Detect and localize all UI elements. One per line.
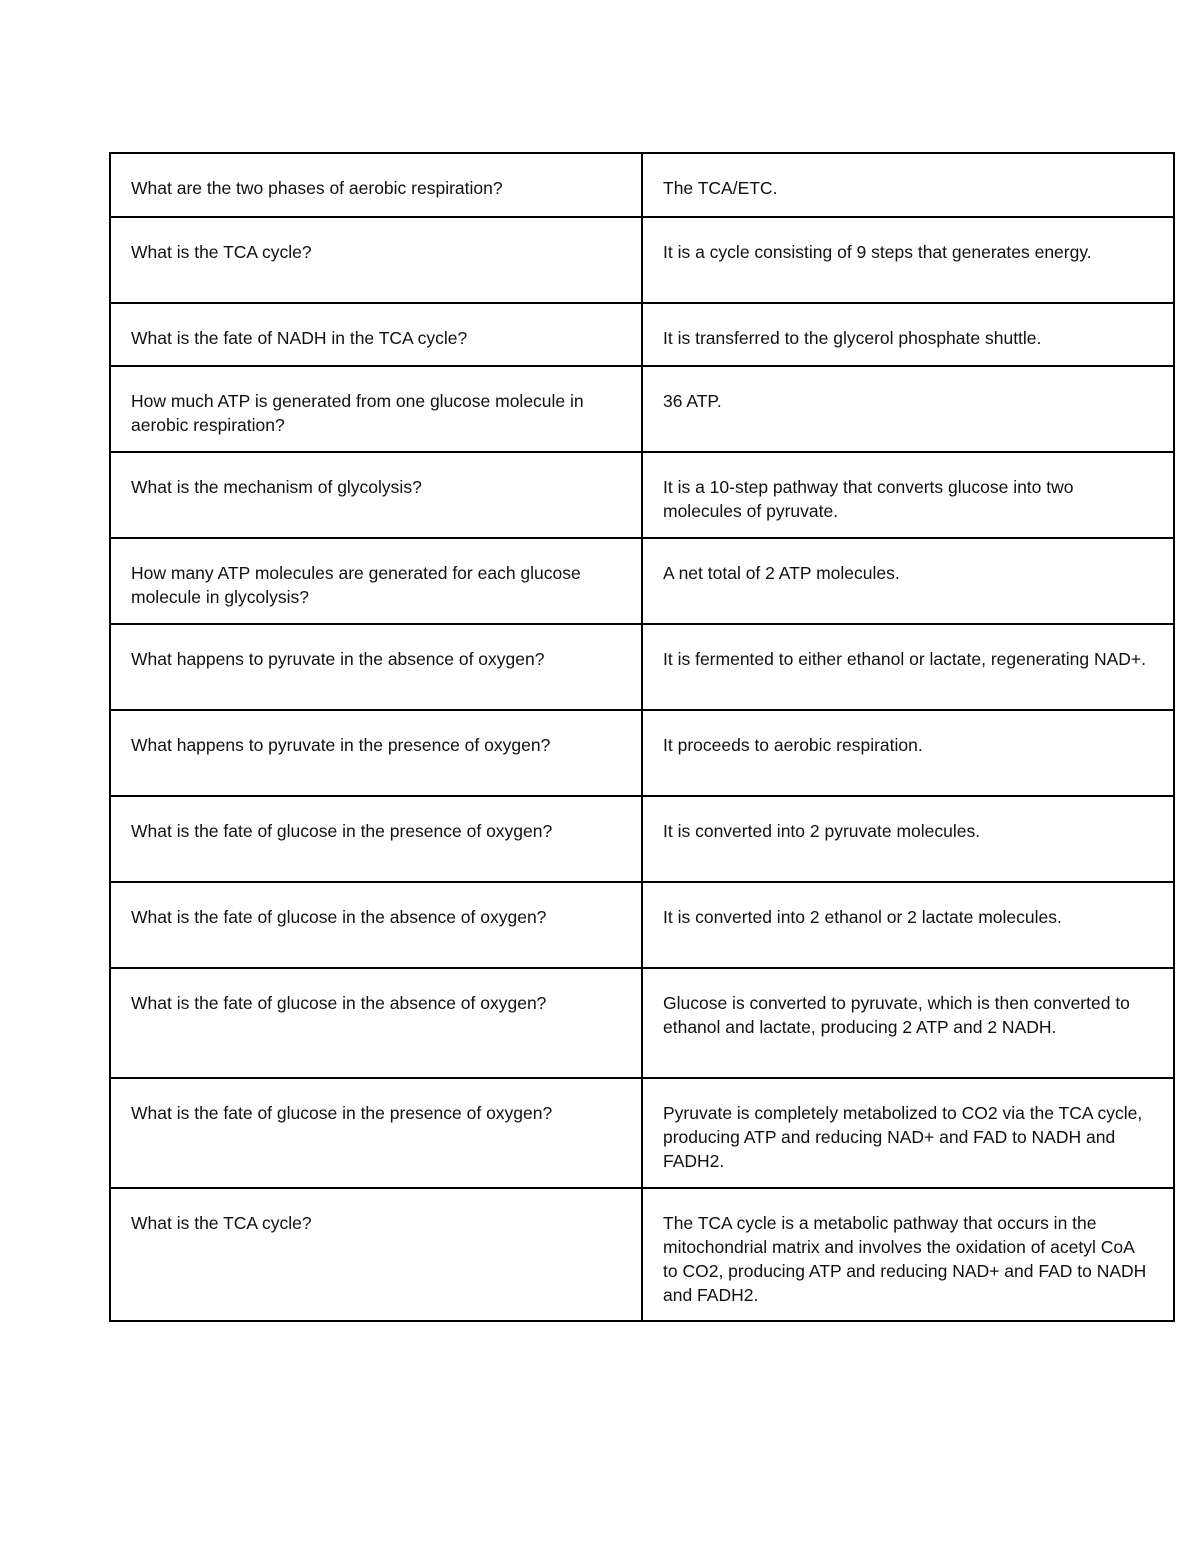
answer-cell: It proceeds to aerobic respiration. <box>642 710 1174 796</box>
question-cell: What is the mechanism of glycolysis? <box>110 452 642 538</box>
question-cell: What is the fate of glucose in the absence of oxygen? <box>110 968 642 1078</box>
table-row <box>110 303 1174 366</box>
answer-cell: The TCA/ETC. <box>642 153 1174 217</box>
answer-cell: It is transferred to the glycerol phosphate shuttle. <box>642 303 1174 366</box>
question-cell: How many ATP molecules are generated for each glucose molecule in glycolysis? <box>110 538 642 624</box>
answer-cell: 36 ATP. <box>642 366 1174 452</box>
answer-cell: A net total of 2 ATP molecules. <box>642 538 1174 624</box>
table-row <box>110 710 1174 796</box>
question-cell: What is the TCA cycle? <box>110 217 642 303</box>
question-cell: What happens to pyruvate in the absence of oxygen? <box>110 624 642 710</box>
answer-cell: Glucose is converted to pyruvate, which is then converted to ethanol and lactate, producing 2 ATP and 2 NADH. <box>642 968 1174 1078</box>
table-row <box>110 366 1174 452</box>
answer-cell: The TCA cycle is a metabolic pathway that occurs in the mitochondrial matrix and involves the oxidation of acetyl CoA to CO2, producing ATP and reducing NAD+ and FAD to NADH and FADH2. <box>642 1188 1174 1321</box>
question-cell: What is the TCA cycle? <box>110 1188 642 1321</box>
answer-cell: It is a cycle consisting of 9 steps that generates energy. <box>642 217 1174 303</box>
answer-cell: Pyruvate is completely metabolized to CO2 via the TCA cycle, producing ATP and reducing NAD+ and FAD to NADH and FADH2. <box>642 1078 1174 1188</box>
table-row <box>110 452 1174 538</box>
answer-cell: It is fermented to either ethanol or lactate, regenerating NAD+. <box>642 624 1174 710</box>
table-row <box>110 1188 1174 1321</box>
question-cell: What is the fate of glucose in the presence of oxygen? <box>110 796 642 882</box>
table-row <box>110 538 1174 624</box>
question-cell: What are the two phases of aerobic respiration? <box>110 153 642 217</box>
answer-cell: It is a 10-step pathway that converts glucose into two molecules of pyruvate. <box>642 452 1174 538</box>
table-row <box>110 882 1174 968</box>
question-cell: How much ATP is generated from one glucose molecule in aerobic respiration? <box>110 366 642 452</box>
table-row <box>110 624 1174 710</box>
question-cell: What is the fate of NADH in the TCA cycle? <box>110 303 642 366</box>
question-cell: What is the fate of glucose in the absence of oxygen? <box>110 882 642 968</box>
table-row <box>110 968 1174 1078</box>
answer-cell: It is converted into 2 ethanol or 2 lactate molecules. <box>642 882 1174 968</box>
question-cell: What happens to pyruvate in the presence of oxygen? <box>110 710 642 796</box>
table-row <box>110 217 1174 303</box>
table-row <box>110 1078 1174 1188</box>
table-row <box>110 153 1174 217</box>
table-row <box>110 796 1174 882</box>
question-cell: What is the fate of glucose in the presence of oxygen? <box>110 1078 642 1188</box>
answer-cell: It is converted into 2 pyruvate molecules. <box>642 796 1174 882</box>
qa-table <box>109 152 1175 1322</box>
